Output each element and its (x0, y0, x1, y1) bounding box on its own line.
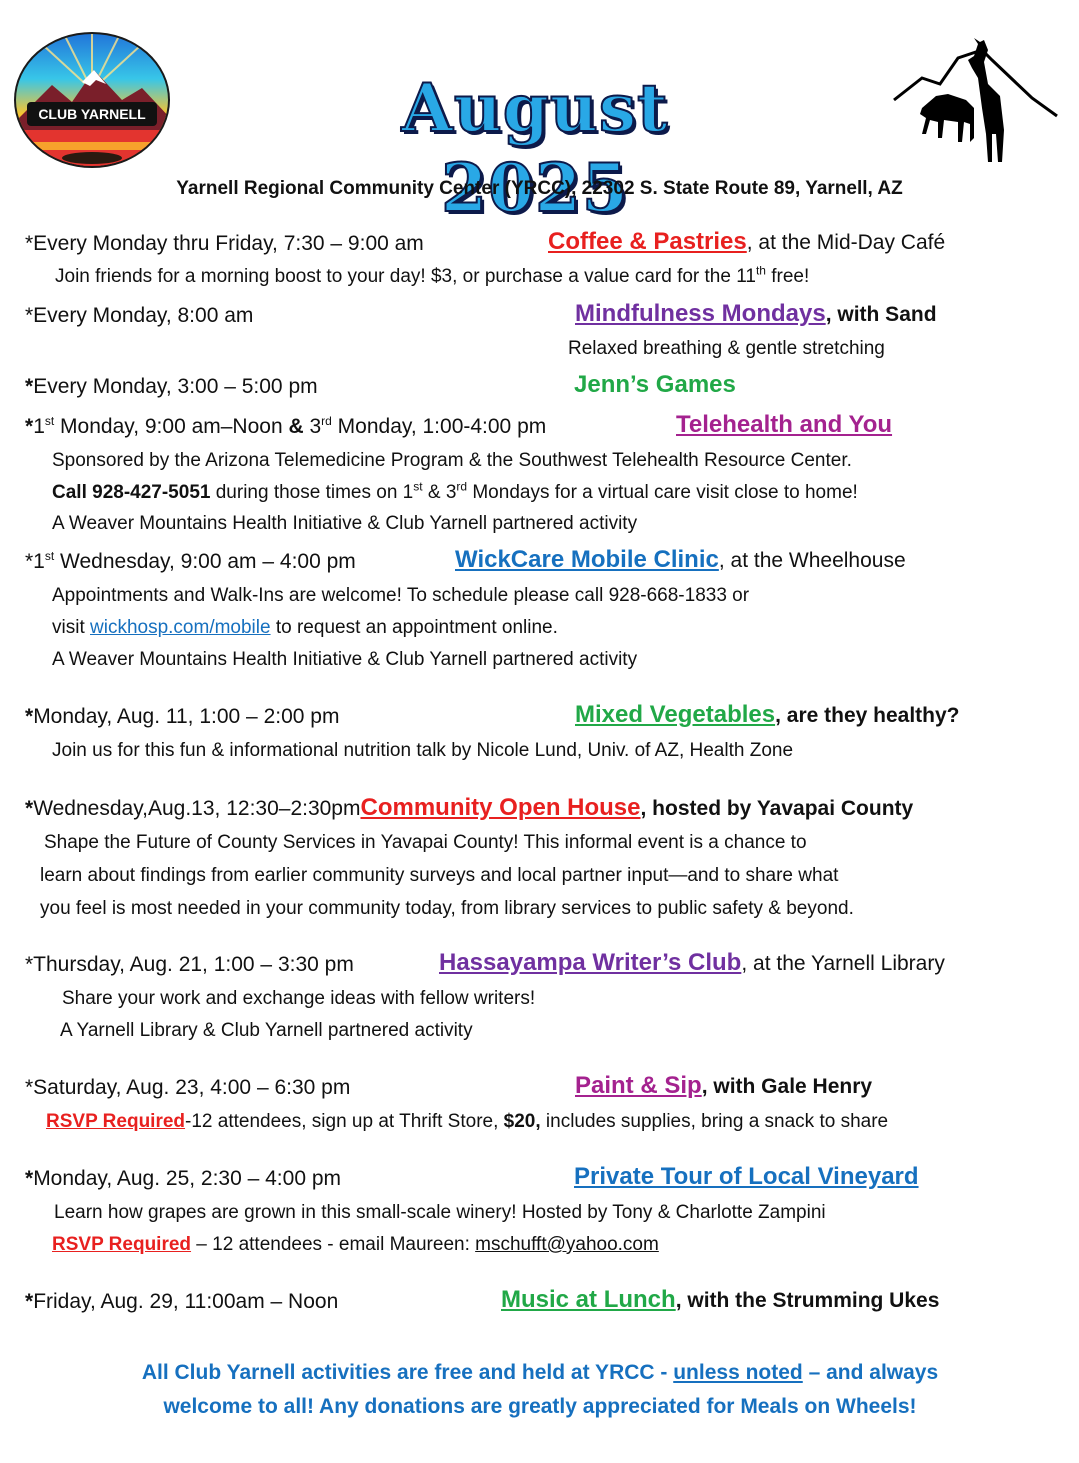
asterisk: * (25, 705, 34, 728)
event-wickcare-line2 (52, 616, 558, 640)
when-text: *1 (25, 550, 45, 573)
event-writers-line1: Share your work and exchange ideas with fellow writers! (62, 988, 536, 1009)
event-coffee-title: Coffee & Pastries (548, 228, 747, 255)
event-mindfulness (575, 301, 937, 328)
when-text: Friday, Aug. 29, 11:00am – Noon (33, 1290, 339, 1313)
event-mindfulness-desc: Relaxed breathing & gentle stretching (568, 338, 885, 359)
event-mindfulness-host: , with Sand (825, 303, 937, 326)
event-wickcare-line3: A Weaver Mountains Health Initiative & Club Yarnell partnered activity (52, 649, 638, 670)
event-vineyard-line1: Learn how grapes are grown in this small-scale winery! Hosted by Tony & Charlotte Zampini (54, 1202, 826, 1223)
ampersand: & (288, 415, 304, 438)
event-mindfulness-when: *Every Monday, 8:00 am (25, 304, 254, 327)
footer-note (60, 1356, 1020, 1424)
when-text: Wednesday, 9:00 am – 4:00 pm (54, 550, 356, 573)
event-games (574, 372, 736, 399)
price: $20, (503, 1111, 541, 1132)
event-openhouse-line2: learn about findings from earlier community surveys and local partner input—and to share what (40, 865, 839, 886)
event-coffee-desc (55, 265, 809, 289)
when-text: Monday, Aug. 11, 1:00 – 2:00 pm (33, 705, 340, 728)
event-paint (575, 1073, 872, 1100)
when-text: Monday, 1:00-4:00 pm (331, 415, 547, 438)
event-telehealth-line1: Sponsored by the Arizona Telemedicine Program & the Southwest Telehealth Resource Center. (52, 450, 852, 471)
asterisk: * (25, 1167, 34, 1190)
footer-underlined: unless noted (673, 1361, 803, 1384)
asterisk: * (25, 797, 34, 820)
superscript: st (44, 549, 55, 563)
desc-text: free! (765, 266, 810, 287)
superscript: rd (321, 414, 332, 428)
superscript: th (755, 263, 766, 278)
deer-mountain-illustration (892, 38, 1062, 168)
superscript: rd (456, 479, 468, 494)
phone-number: Call 928-427-5051 (52, 482, 211, 503)
asterisk: * (25, 415, 34, 438)
event-writers-location: , at the Yarnell Library (741, 952, 945, 975)
event-coffee (548, 229, 945, 256)
desc-text: includes supplies, bring a snack to share (540, 1111, 889, 1132)
event-telehealth-when (25, 414, 546, 440)
event-games-title: Jenn’s Games (574, 371, 736, 398)
event-wickcare (455, 547, 906, 574)
desc-text: Join friends for a morning boost to your day! $3, or purchase a value card for the 11 (55, 266, 756, 287)
event-vineyard-when (25, 1166, 341, 1192)
event-writers-line2: A Yarnell Library & Club Yarnell partnered activity (60, 1020, 473, 1041)
footer-text: All Club Yarnell activities are free and held at YRCC - (141, 1361, 674, 1384)
event-coffee-location: , at the Mid-Day Café (746, 231, 946, 254)
event-music-host: , with the Strumming Ukes (675, 1289, 940, 1312)
page-title: August 2025 (401, 69, 669, 227)
event-music (501, 1287, 939, 1314)
event-mindfulness-title: Mindfulness Mondays (575, 300, 826, 327)
event-paint-desc (46, 1110, 888, 1134)
event-writers-title: Hassayampa Writer’s Club (439, 949, 742, 976)
asterisk: * (25, 1290, 34, 1313)
desc-text: Mondays for a virtual care visit close to home! (467, 482, 858, 503)
event-writers-when: *Thursday, Aug. 21, 1:00 – 3:30 pm (25, 953, 354, 976)
event-telehealth (676, 412, 892, 439)
event-wickcare-when (25, 549, 356, 575)
rsvp-required-label: RSVP Required (46, 1111, 186, 1132)
footer-text: – and always (802, 1361, 939, 1384)
asterisk: * (25, 375, 34, 398)
event-vegetables (575, 702, 960, 729)
event-wickcare-line1: Appointments and Walk-Ins are welcome! To schedule please call 928-668-1833 or (52, 585, 750, 606)
superscript: st (413, 479, 423, 494)
superscript: st (44, 414, 55, 428)
event-vegetables-desc: Join us for this fun & informational nutrition talk by Nicole Lund, Univ. of AZ, Health Zone (52, 740, 794, 761)
when-text: 3 (303, 415, 322, 438)
event-paint-when: *Saturday, Aug. 23, 4:00 – 6:30 pm (25, 1076, 351, 1099)
event-wickcare-title: WickCare Mobile Clinic (455, 546, 719, 573)
event-music-when (25, 1289, 338, 1315)
event-writers (439, 950, 945, 977)
event-vegetables-title: Mixed Vegetables (575, 701, 776, 728)
event-games-when (25, 374, 318, 400)
event-telehealth-line2 (52, 481, 858, 505)
event-telehealth-title: Telehealth and You (676, 411, 893, 438)
club-yarnell-logo (12, 30, 172, 170)
desc-text: – 12 attendees - email Maureen: (191, 1234, 476, 1255)
event-wickcare-location: , at the Wheelhouse (718, 549, 906, 572)
event-openhouse-title: Community Open House (360, 794, 641, 821)
wickhosp-link[interactable]: wickhosp.com/mobile (90, 617, 271, 638)
when-text: Wednesday,Aug.13, 12:30–2:30pm (33, 797, 361, 820)
event-vineyard-line2 (52, 1233, 659, 1257)
event-telehealth-line3: A Weaver Mountains Health Initiative & Club Yarnell partnered activity (52, 513, 638, 534)
event-vegetables-subtitle: , are they healthy? (775, 704, 960, 727)
event-openhouse-line3: you feel is most needed in your community today, from library services to public safety & beyond. (40, 898, 854, 919)
footer-line2: welcome to all! Any donations are greatly appreciated for Meals on Wheels! (163, 1395, 917, 1418)
event-vineyard (574, 1164, 919, 1191)
event-vegetables-when (25, 704, 339, 730)
event-openhouse-host: , hosted by Yavapai County (640, 797, 914, 820)
event-coffee-when: *Every Monday thru Friday, 7:30 – 9:00 am (25, 232, 424, 255)
desc-text: -12 attendees, sign up at Thrift Store, (185, 1111, 504, 1132)
email-link[interactable]: mschufft@yahoo.com (475, 1234, 659, 1255)
logo-text: CLUB YARNELL (38, 106, 146, 122)
desc-text: visit (52, 617, 90, 638)
desc-text: during those times on 1 (210, 482, 414, 503)
desc-text: & 3 (422, 482, 457, 503)
venue-address: Yarnell Regional Community Center (YRCC), 22302 S. State Route 89, Yarnell, AZ (176, 178, 903, 199)
event-openhouse-when (25, 795, 913, 822)
event-paint-title: Paint & Sip (575, 1072, 702, 1099)
footer-line1 (60, 1356, 1020, 1390)
when-text: Every Monday, 3:00 – 5:00 pm (33, 375, 318, 398)
when-text: Monday, 9:00 am–Noon (54, 415, 289, 438)
event-openhouse-line1: Shape the Future of County Services in Yavapai County! This informal event is a chance to (44, 832, 807, 853)
event-paint-host: , with Gale Henry (701, 1075, 873, 1098)
desc-text: to request an appointment online. (270, 617, 558, 638)
rsvp-required-label: RSVP Required (52, 1234, 192, 1255)
event-vineyard-title: Private Tour of Local Vineyard (574, 1163, 919, 1190)
when-text: 1 (33, 415, 45, 438)
when-text: Monday, Aug. 25, 2:30 – 4:00 pm (33, 1167, 342, 1190)
event-music-title: Music at Lunch (501, 1286, 676, 1313)
